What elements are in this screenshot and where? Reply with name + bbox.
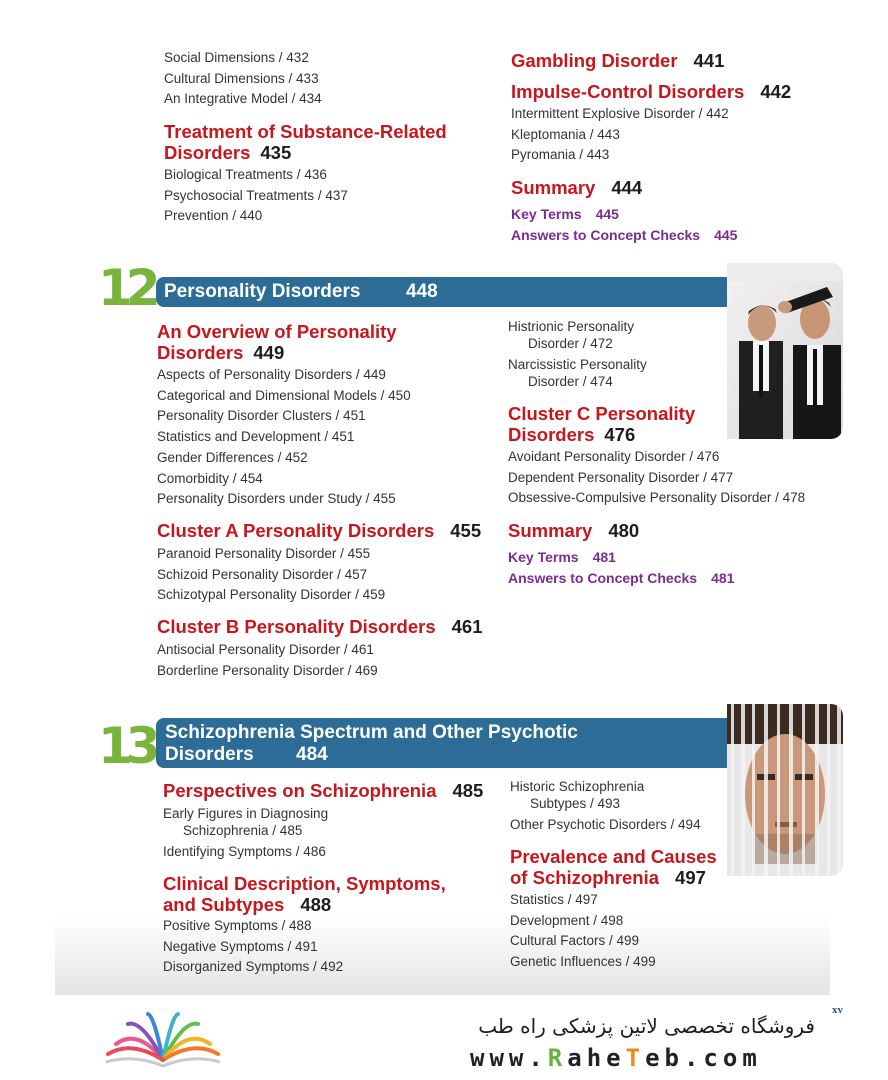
page-number: 455 <box>450 520 482 541</box>
toc-entry-cont: Disorder / 474 <box>528 374 613 389</box>
toc-heading-clinical[interactable] <box>163 873 446 915</box>
clinical-items <box>163 916 343 978</box>
key-terms-link[interactable] <box>508 547 616 568</box>
perspectives-items <box>163 805 328 860</box>
heading-line: An Overview of Personality <box>157 321 397 342</box>
toc-entry: Personality Disorders under Study / 455 <box>157 491 396 507</box>
url-part: T <box>625 1044 646 1072</box>
heading-text: Summary <box>511 177 596 198</box>
chapter-number-13: 13 <box>98 717 154 775</box>
toc-entry: Statistics and Development / 451 <box>157 429 355 445</box>
chapter-title: Personality Disorders <box>164 281 361 302</box>
toc-entry-cont: Disorder / 472 <box>528 336 613 351</box>
heading-line: of Schizophrenia <box>510 867 660 888</box>
toc-entry: Disorganized Symptoms / 492 <box>163 959 344 975</box>
toc-heading-ch12-summary[interactable] <box>508 520 639 541</box>
toc-heading-treatment[interactable] <box>164 121 447 163</box>
toc-entry-cont: Subtypes / 493 <box>530 796 621 811</box>
toc-entry: Negative Symptoms / 491 <box>163 938 318 954</box>
chapter-page: 448 <box>406 281 438 302</box>
book-logo-graphic <box>98 1010 228 1072</box>
toc-entry: Positive Symptoms / 488 <box>163 918 312 933</box>
ch13-right-items <box>510 778 701 833</box>
answers-label: Answers to Concept Checks <box>508 570 698 586</box>
toc-entry: Dependent Personality Disorder / 477 <box>508 469 734 485</box>
store-name: فروشگاه تخصصی لاتین پزشکی راه طب <box>478 1014 815 1038</box>
toc-entry: Intermittent Explosive Disorder / 442 <box>511 106 729 121</box>
toc-entry: Early Figures in Diagnosing <box>163 806 329 821</box>
toc-heading-perspectives[interactable] <box>163 780 483 801</box>
toc-entry: Psychosocial Treatments / 437 <box>164 187 348 203</box>
page-number: 449 <box>253 342 285 363</box>
toc-entry: Antisocial Personality Disorder / 461 <box>157 642 374 657</box>
toc-entry: Schizotypal Personality Disorder / 459 <box>157 587 386 603</box>
toc-entry: Cultural Dimensions / 433 <box>164 70 319 86</box>
toc-entry: Identifying Symptoms / 486 <box>163 844 326 859</box>
toc-heading-impulse[interactable] <box>511 81 791 102</box>
toc-entry: Statistics / 497 <box>510 892 598 907</box>
key-terms-link[interactable] <box>511 204 619 225</box>
top-left-items <box>164 48 322 110</box>
toc-entry: Cultural Factors / 499 <box>510 933 640 949</box>
chapter-page: 484 <box>296 744 328 765</box>
chapter-13-photo <box>727 704 843 876</box>
men-in-suits-image <box>727 263 843 439</box>
heading-line: Disorders <box>157 342 244 363</box>
toc-entry: Kleptomania / 443 <box>511 126 620 142</box>
heading-line: Cluster C Personality <box>508 403 696 424</box>
heading-line: and Subtypes <box>163 894 285 915</box>
page-number: 476 <box>604 424 636 445</box>
heading-text: Summary <box>508 520 593 541</box>
top-right-items <box>511 104 729 166</box>
toc-heading-cluster-c[interactable] <box>508 403 695 445</box>
heading-line: Clinical Description, Symptoms, <box>163 873 446 894</box>
page-number: 481 <box>711 570 735 586</box>
fragmented-face-image <box>727 704 843 876</box>
toc-entry: Avoidant Personality Disorder / 476 <box>508 449 720 464</box>
toc-entry: Aspects of Personality Disorders / 449 <box>157 367 386 382</box>
page-number: 445 <box>595 206 619 222</box>
chapter-number-12: 12 <box>98 259 154 317</box>
toc-heading-gambling[interactable] <box>511 50 724 71</box>
toc-heading-overview[interactable] <box>157 321 397 363</box>
open-book-logo-icon <box>98 1010 228 1072</box>
heading-line: Prevalence and Causes <box>510 846 717 867</box>
ch12-right-items <box>508 318 647 390</box>
answers-link[interactable] <box>508 568 734 589</box>
page-number: 444 <box>611 177 643 198</box>
chapter-13-title-bar[interactable] <box>156 718 728 768</box>
heading-text: Cluster B Personality Disorders <box>157 616 436 637</box>
toc-entry: Prevention / 440 <box>164 208 263 224</box>
page-number: 480 <box>608 520 640 541</box>
heading-line: Disorders <box>164 142 251 163</box>
overview-items <box>157 365 411 510</box>
toc-entry: Comorbidity / 454 <box>157 470 263 486</box>
chapter-12-photo <box>727 263 843 439</box>
store-url[interactable] <box>470 1044 762 1072</box>
toc-heading-cluster-b[interactable] <box>157 616 483 637</box>
toc-entry: Biological Treatments / 436 <box>164 167 327 182</box>
url-part: ahe <box>567 1044 626 1072</box>
toc-entry: Narcissistic Personality <box>508 357 647 372</box>
answers-label: Answers to Concept Checks <box>511 227 701 243</box>
heading-text: Perspectives on Schizophrenia <box>163 780 437 801</box>
key-terms-label: Key Terms <box>508 549 579 565</box>
page-number: 442 <box>760 81 792 102</box>
toc-entry: Other Psychotic Disorders / 494 <box>510 817 701 832</box>
page-number: 445 <box>714 227 738 243</box>
page-number: 497 <box>675 867 706 888</box>
cluster-b-items <box>157 640 378 681</box>
heading-line: Disorders <box>508 424 595 445</box>
toc-entry: Borderline Personality Disorder / 469 <box>157 662 378 678</box>
url-part: R <box>547 1044 568 1072</box>
toc-entry: Personality Disorder Clusters / 451 <box>157 408 366 424</box>
url-part: www. <box>470 1044 548 1072</box>
toc-entry: Obsessive-Compulsive Personality Disorder / 478 <box>508 490 806 506</box>
toc-entry: Social Dimensions / 432 <box>164 50 309 65</box>
toc-heading-cluster-a[interactable] <box>157 520 481 541</box>
url-part: eb <box>645 1044 684 1072</box>
cluster-a-items <box>157 544 385 606</box>
cluster-c-items <box>508 447 805 509</box>
chapter-title: Disorders <box>165 744 254 765</box>
heading-text: Cluster A Personality Disorders <box>157 520 435 541</box>
toc-entry: Paranoid Personality Disorder / 455 <box>157 546 371 561</box>
toc-entry: Development / 498 <box>510 912 624 928</box>
toc-heading-summary[interactable] <box>511 177 642 198</box>
heading-text: Gambling Disorder <box>511 50 678 71</box>
chapter-title: Schizophrenia Spectrum and Other Psychotic <box>165 722 578 743</box>
toc-entry: Categorical and Dimensional Models / 450 <box>157 387 411 403</box>
page-number: 435 <box>260 142 292 163</box>
heading-line: Treatment of Substance-Related <box>164 121 447 142</box>
prevalence-items <box>510 890 656 973</box>
page-number: 441 <box>693 50 725 71</box>
toc-entry: Historic Schizophrenia <box>510 779 645 794</box>
page-number: 488 <box>300 894 332 915</box>
key-terms-label: Key Terms <box>511 206 582 222</box>
toc-entry: Pyromania / 443 <box>511 147 610 163</box>
answers-link[interactable] <box>511 225 737 246</box>
toc-entry: Gender Differences / 452 <box>157 449 308 465</box>
toc-entry: An Integrative Model / 434 <box>164 91 322 107</box>
page-number: 485 <box>452 780 484 801</box>
toc-entry: Genetic Influences / 499 <box>510 954 656 970</box>
url-part: .com <box>683 1044 762 1072</box>
chapter-12-title-bar[interactable] <box>156 277 728 307</box>
toc-entry: Histrionic Personality <box>508 319 635 334</box>
page-number: 481 <box>592 549 616 565</box>
toc-heading-prevalence[interactable] <box>510 846 717 888</box>
page-roman-numeral: xv <box>832 1004 843 1016</box>
top-left-items-2 <box>164 165 348 227</box>
heading-text: Impulse-Control Disorders <box>511 81 745 102</box>
toc-entry: Schizoid Personality Disorder / 457 <box>157 566 368 582</box>
toc-entry-cont: Schizophrenia / 485 <box>183 823 303 838</box>
page-number: 461 <box>451 616 483 637</box>
